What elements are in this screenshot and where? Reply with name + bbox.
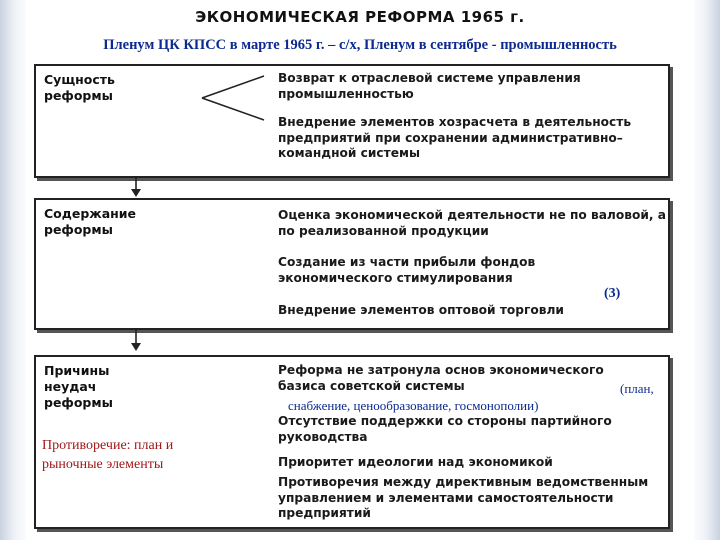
plan-note: (план, [620, 381, 654, 396]
block-item: Приоритет идеологии над экономикой [278, 455, 553, 469]
block-item: Реформа не затронула основ экономического базиса советской системы [278, 363, 604, 393]
supply-note: снабжение, ценообразование, госмонополии) [288, 398, 539, 413]
bracket-connector [196, 70, 266, 130]
block-essence [34, 64, 670, 178]
arrow-down-icon [130, 330, 142, 352]
block-head: Содержание реформы [44, 206, 137, 237]
contradiction-note: Противоречие: план и рыночные элементы [42, 438, 174, 472]
block-item: Возврат к отраслевой системе управления промышленностью [278, 71, 581, 101]
page [26, 0, 694, 540]
subtitle: Пленум ЦК КПСС в марте 1965 г. – с/х, Пленум в сентябре - промышленность [103, 37, 617, 53]
count-badge: (3) [604, 286, 621, 301]
block-item: Внедрение элементов оптовой торговли [278, 303, 564, 317]
page-title: ЭКОНОМИЧЕСКАЯ РЕФОРМА 1965 г. [195, 8, 525, 26]
arrow-down-icon [130, 176, 142, 198]
block-content [34, 198, 670, 330]
block-item: Оценка экономической деятельности не по валовой, а по реализованной продукции [278, 208, 666, 238]
block-head: Сущность реформы [44, 72, 115, 103]
block-item: Внедрение элементов хозрасчета в деятельность предприятий при сохранении административно–командной системы [278, 115, 632, 160]
block-head: Причины неудач реформы [44, 363, 113, 410]
block-item: Отсутствие поддержки со стороны партийного руководства [278, 414, 612, 444]
block-failures [34, 355, 670, 529]
block-item: Создание из части прибыли фондов экономического стимулирования [278, 255, 536, 285]
block-item: Противоречия между директивным ведомственным управлением и элементами самостоятельности предприятий [278, 475, 649, 520]
